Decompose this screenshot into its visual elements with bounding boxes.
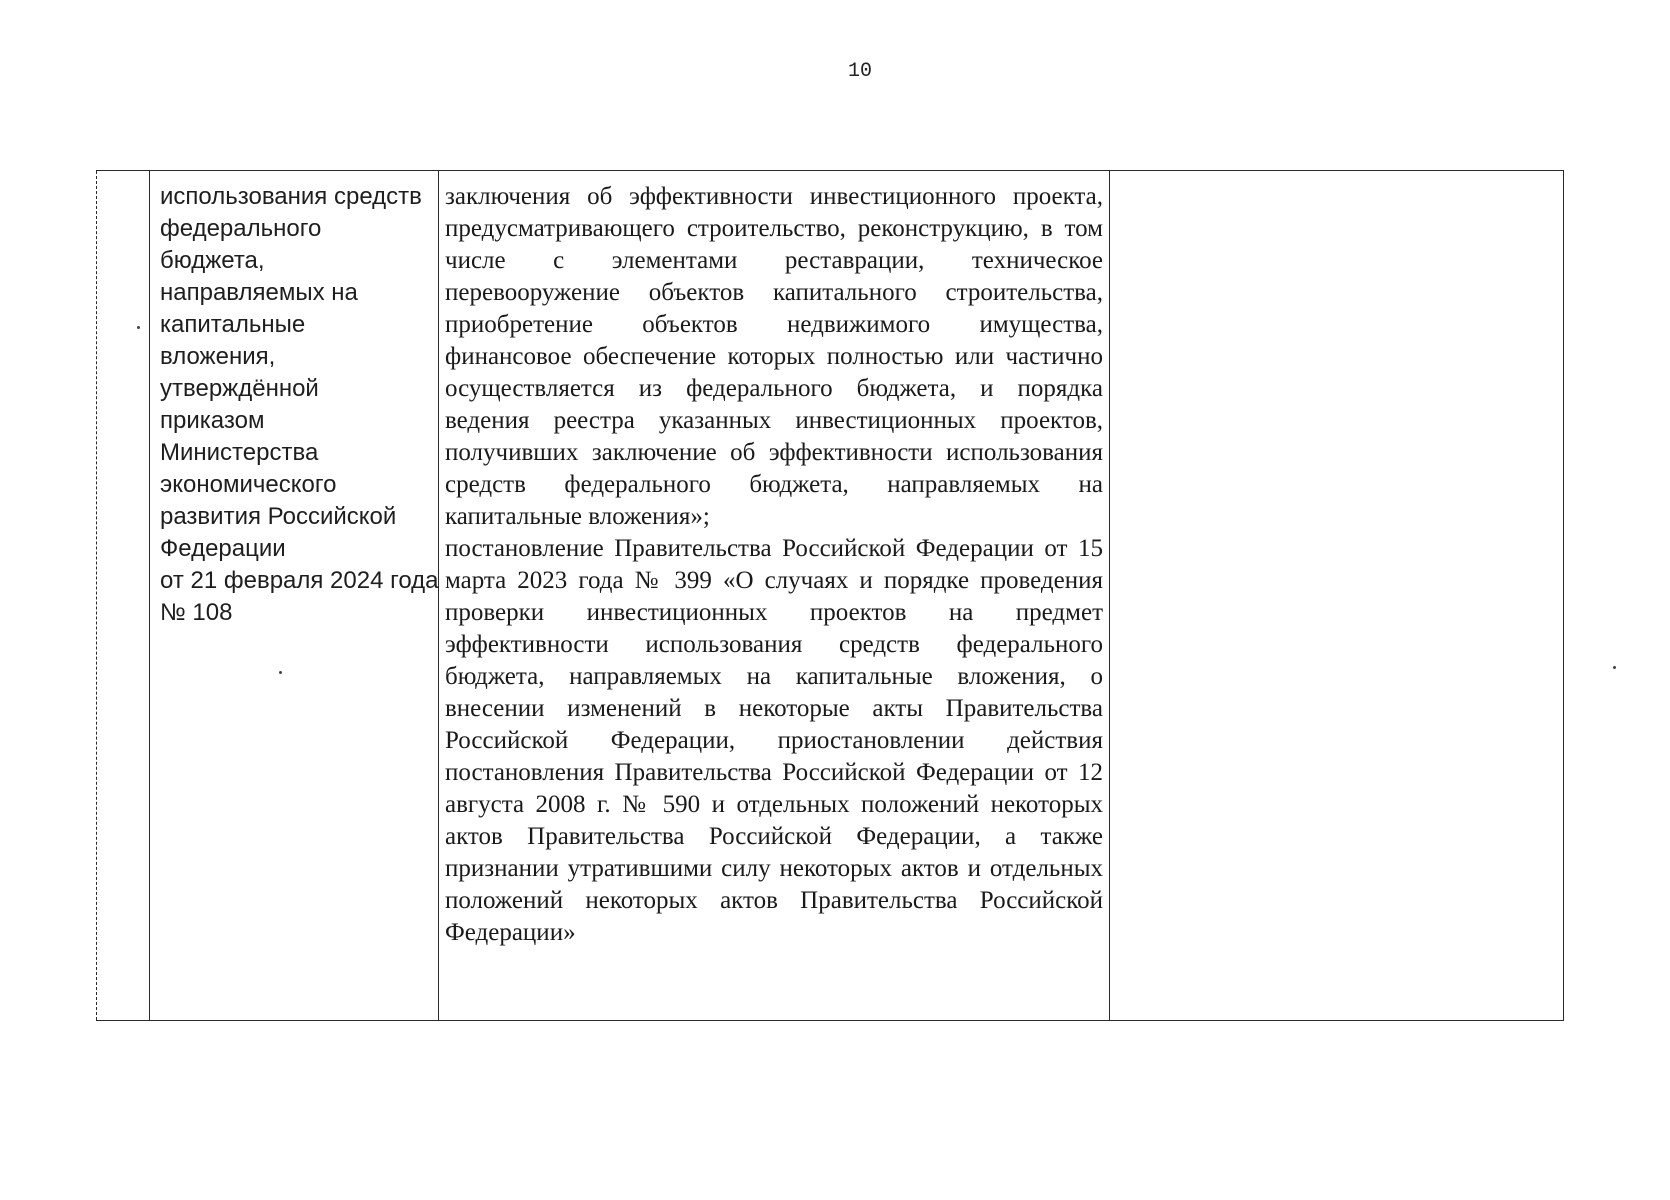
document-line: Министерства xyxy=(160,439,319,466)
regulations-table xyxy=(96,170,1564,1021)
document-reference-cell xyxy=(150,171,439,1021)
document-line: использования средств xyxy=(160,183,422,210)
document-line: утверждённой xyxy=(160,375,319,402)
document-line: развития Российской xyxy=(160,503,397,530)
notes-cell xyxy=(1110,171,1564,1021)
scan-speck xyxy=(137,326,140,329)
page-number: 10 xyxy=(847,60,872,83)
legal-act-paragraph: заключения об эффективности инвестиционного проекта, предусматривающего строительство, реконструкцию, в том числе с элементами реставрации, техническое перевооружение объектов капитального строительства, приобретение объектов недвижимого имущества, финансовое обеспечение которых полностью или частично осуществляется из федерального бюджета, и порядка ведения реестра указанных инвестиционных проектов, получивших заключение об эффективности использования средств федерального бюджета, направляемых на капитальные вложения»; xyxy=(445,183,1103,530)
document-line: федерального xyxy=(160,215,322,242)
legal-acts-cell xyxy=(439,171,1110,1021)
document-reference-text xyxy=(150,171,438,629)
row-number-cell xyxy=(97,171,150,1021)
document-line: № 108 xyxy=(160,599,233,626)
document-line: от 21 февраля 2024 года xyxy=(160,567,439,594)
document-line: Федерации xyxy=(160,535,286,562)
table-row xyxy=(97,171,1564,1021)
legal-act-paragraph: постановление Правительства Российской Федерации от 15 марта 2023 года № 399 «О случаях и порядке проведения проверки инвестиционных проектов на предмет эффективности использования средств федерального бюджета, направляемых на капитальные вложения, о внесении изменений в некоторые акты Правительства Российской Федерации, приостановлении действия постановления Правительства Российской Федерации от 12 августа 2008 г. № 590 и отдельных положений некоторых актов Правительства Российской Федерации, а также признании утратившими силу некоторых актов и отдельных положений некоторых актов Правительства Российской Федерации» xyxy=(445,535,1103,946)
document-line: вложения, xyxy=(160,343,276,370)
document-line: приказом xyxy=(160,407,265,434)
document-line: бюджета, xyxy=(160,247,265,274)
scan-speck xyxy=(279,671,282,674)
scan-speck xyxy=(1613,666,1616,669)
document-line: капитальные xyxy=(160,311,306,338)
legal-acts-text xyxy=(439,171,1109,949)
document-line: направляемых на xyxy=(160,279,358,306)
document-line: экономического xyxy=(160,471,337,498)
